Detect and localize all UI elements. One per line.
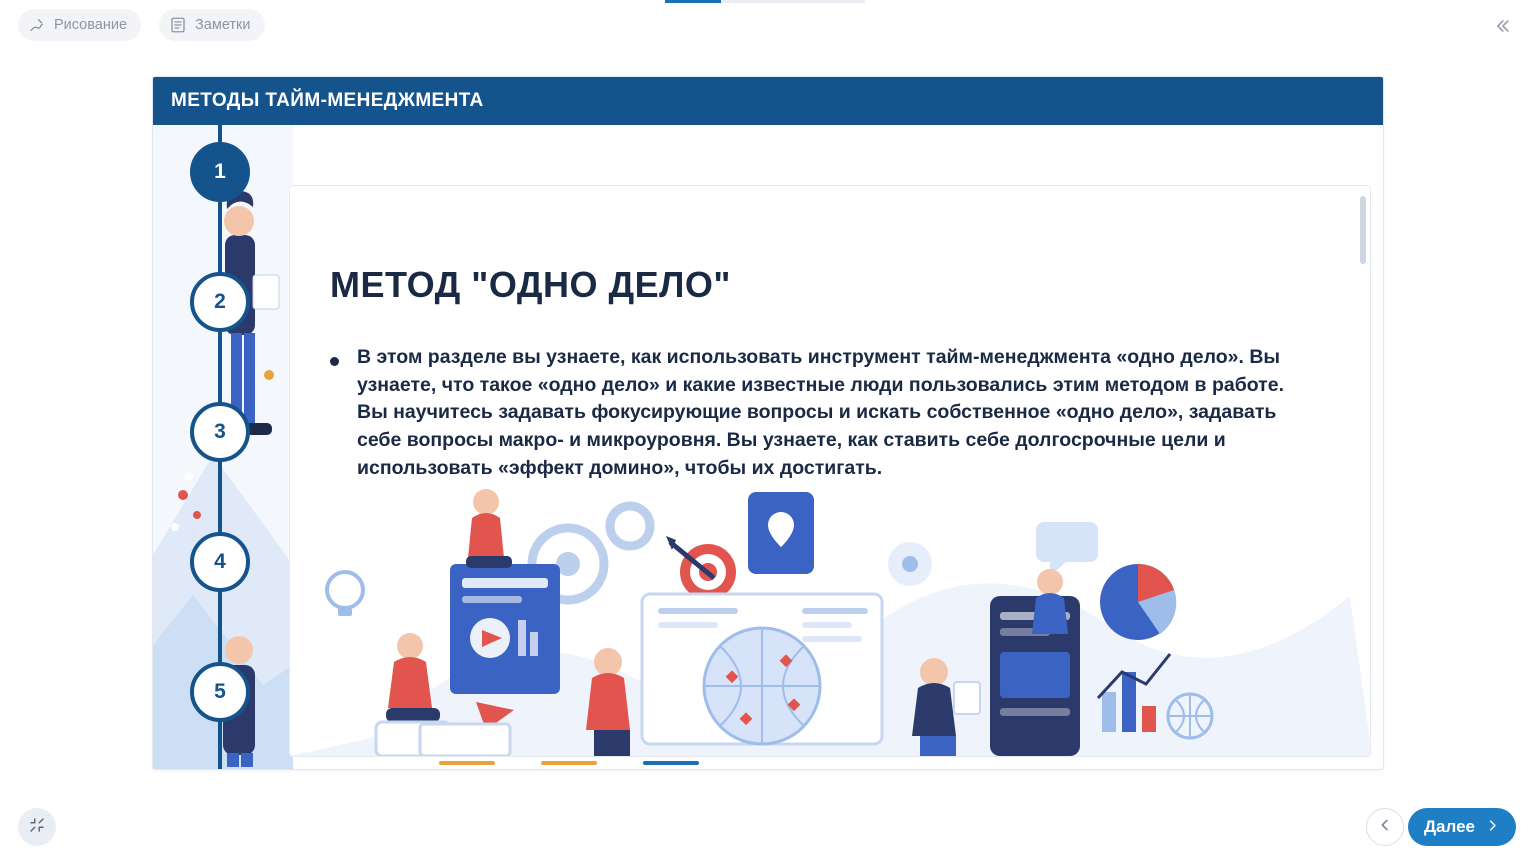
mini-tab-2[interactable] — [541, 761, 597, 765]
mini-tab-3[interactable] — [643, 761, 699, 765]
top-toolbar — [0, 0, 1536, 50]
content-card — [289, 185, 1371, 757]
mini-tab-1[interactable] — [439, 761, 495, 765]
teamwork-illustration — [290, 486, 1371, 756]
card-scrollbar-thumb[interactable] — [1360, 196, 1366, 264]
bullet-dot-icon — [330, 357, 339, 366]
pencil-icon — [28, 16, 46, 34]
bullet-text: В этом разделе вы узнаете, как использовать инструмент тайм-менеджмента «одно дело». Вы узнаете, что такое «одно дело» и какие известные люди пользовались этим методом в работе. Вы научитесь задавать фокусирующие вопросы и искать собственное «одно дело», задавать себе вопросы макро- и микроуровня. Вы узнаете, как ставить себе долгосрочные цели и использовать «эффект домино», чтобы их достигать. — [357, 346, 1284, 479]
chevron-double-left-icon[interactable] — [1488, 12, 1516, 40]
next-button-label: Далее — [1423, 817, 1475, 836]
step-label: 2 — [214, 290, 226, 313]
slide-title: МЕТОДЫ ТАЙМ-МЕНЕДЖМЕНТА — [171, 90, 484, 111]
step-indicator-1[interactable] — [190, 142, 250, 202]
previous-button[interactable] — [1366, 808, 1404, 846]
step-indicator-2[interactable] — [190, 272, 250, 332]
slide-frame — [152, 76, 1384, 770]
step-indicator-5[interactable] — [190, 662, 250, 722]
next-button[interactable] — [1408, 808, 1516, 846]
step-label: 3 — [214, 420, 226, 443]
draw-button-label: Рисование — [54, 17, 128, 33]
chevron-right-icon — [1485, 818, 1500, 837]
step-indicator-3[interactable] — [190, 402, 250, 462]
slide-body — [153, 125, 1384, 770]
progress-fill — [665, 0, 721, 3]
notes-button[interactable] — [159, 9, 264, 41]
step-indicator-4[interactable] — [190, 532, 250, 592]
fullscreen-toggle-button[interactable] — [18, 808, 56, 846]
card-title: МЕТОД "ОДНО ДЕЛО" — [330, 264, 732, 305]
collapse-arrows-icon — [28, 816, 46, 839]
slide-header — [153, 77, 1384, 125]
bullet-list — [330, 344, 1300, 482]
draw-button[interactable] — [18, 9, 141, 41]
step-label: 1 — [214, 160, 226, 183]
step-label: 4 — [214, 550, 226, 573]
notes-icon — [169, 16, 187, 34]
chevron-left-icon — [1377, 817, 1393, 838]
slide-mini-tabs — [439, 761, 699, 765]
notes-button-label: Заметки — [195, 17, 251, 33]
step-label: 5 — [214, 680, 226, 703]
card-scrollbar-track[interactable] — [1362, 188, 1368, 756]
